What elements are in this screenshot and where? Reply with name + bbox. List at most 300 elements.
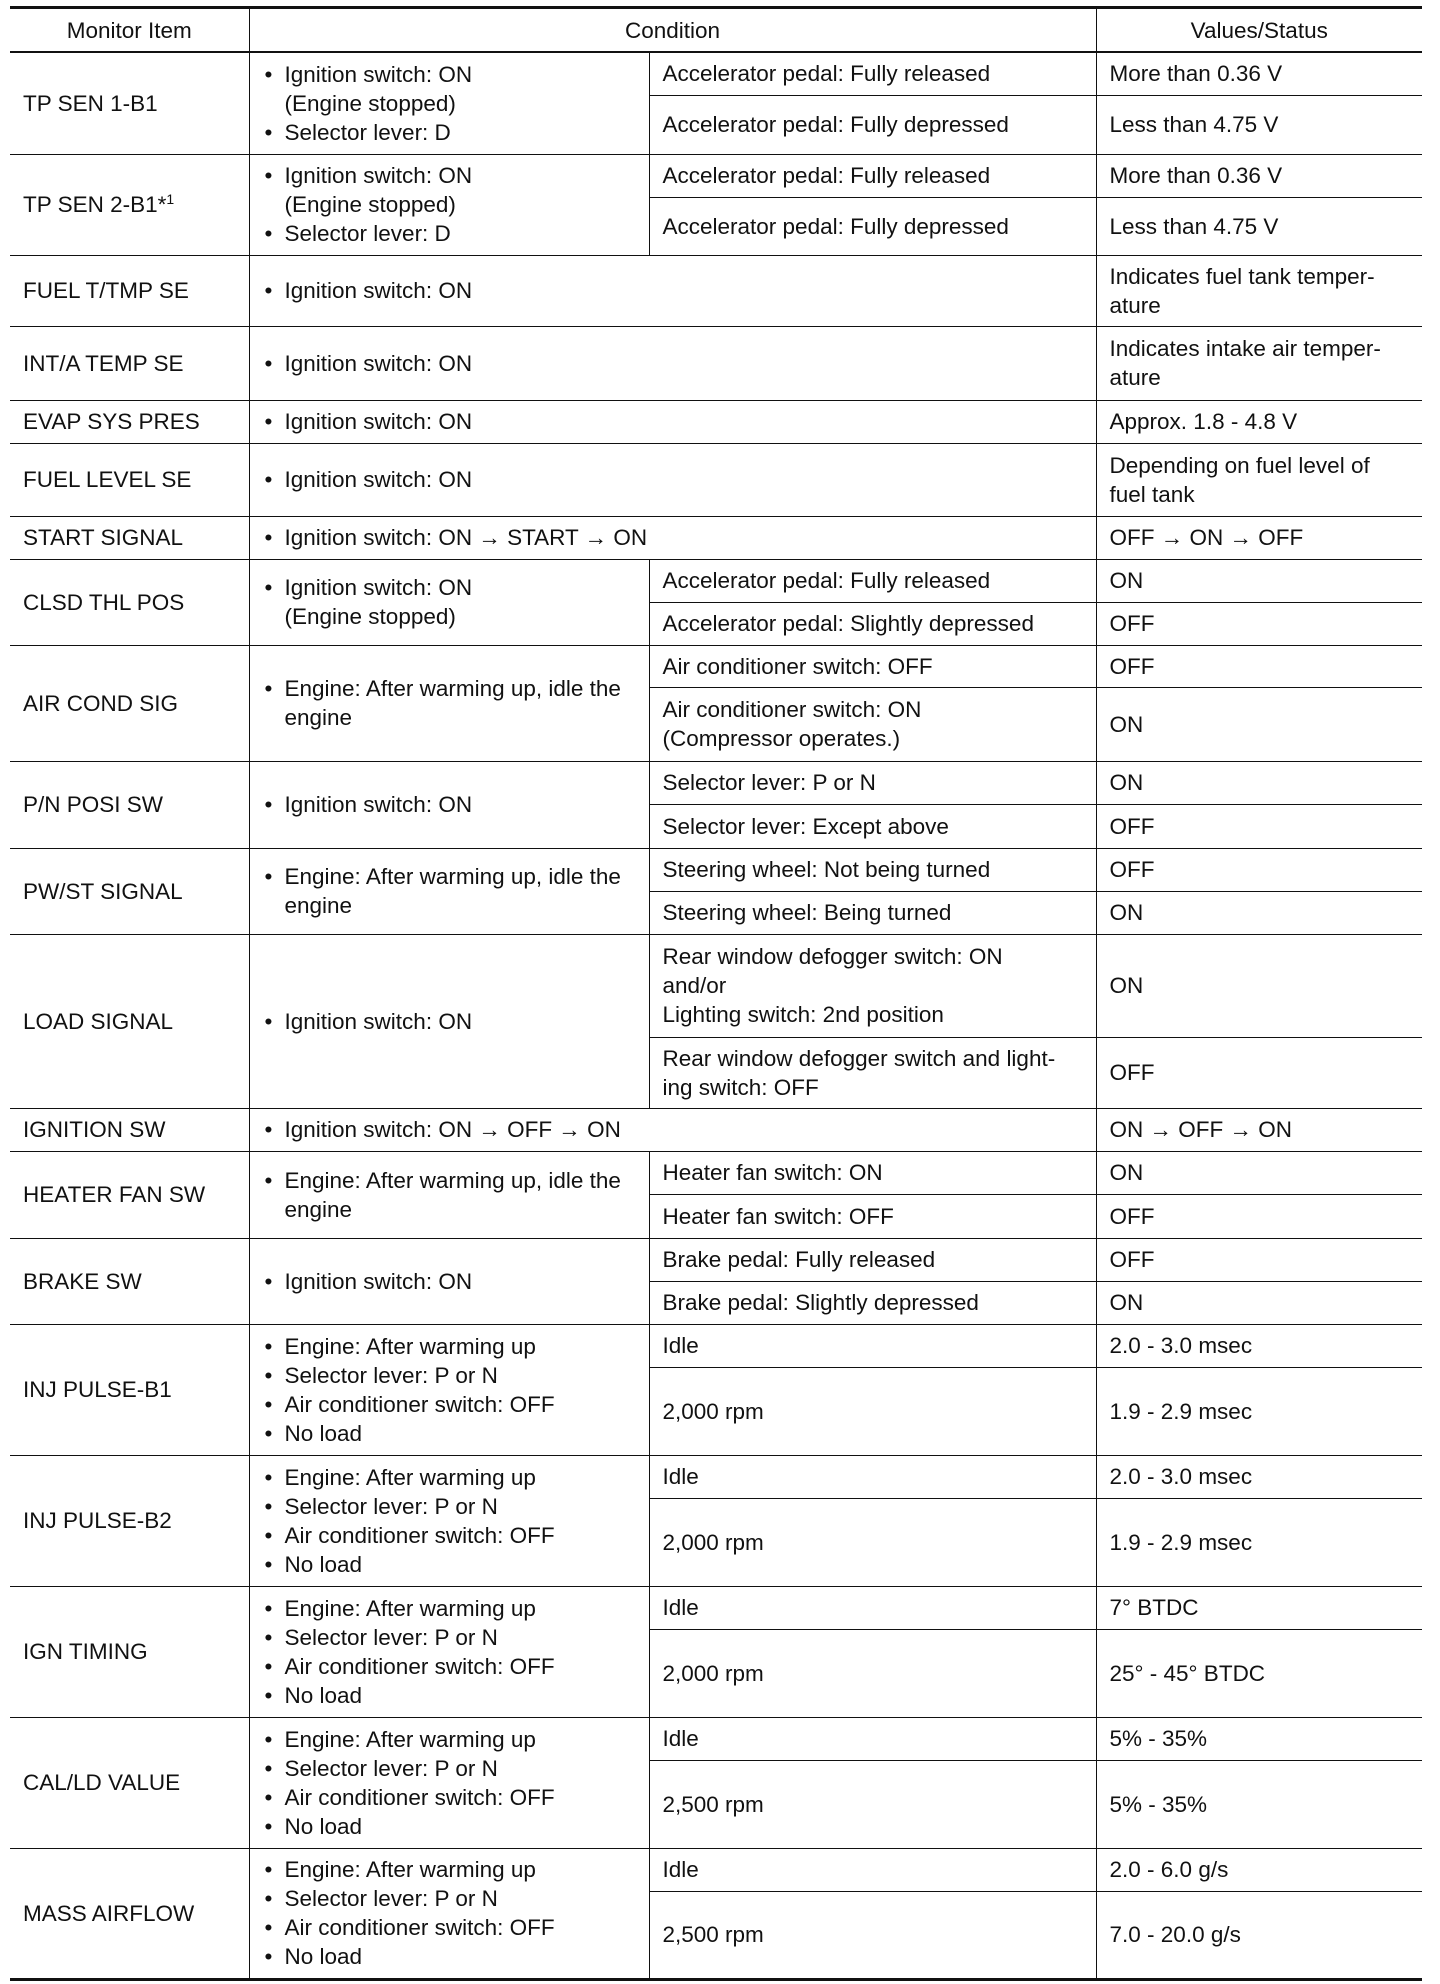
value-line: ON [1109, 973, 1144, 998]
condition-bullet-item [263, 523, 1083, 552]
value-line: OFF [1109, 857, 1155, 882]
condition-line: No load [284, 1944, 363, 1969]
common-condition-cell [249, 645, 649, 761]
sub-condition-line: Accelerator pedal: Fully depressed [662, 213, 1009, 239]
monitor-item-cell [10, 848, 249, 934]
condition-bullet-item [263, 60, 636, 118]
condition-bullet-item [263, 790, 636, 819]
value-status-cell [1096, 1108, 1422, 1151]
condition-line: Air conditioner switch: OFF [284, 1784, 555, 1810]
value-status-cell [1096, 1760, 1422, 1848]
value-line: More than 0.36 V [1109, 163, 1283, 188]
condition-bullet-item [263, 219, 636, 248]
table-row [10, 761, 1422, 804]
condition-bullet-item [263, 1550, 636, 1579]
monitor-item-name: EVAP SYS PRES [23, 409, 200, 434]
value-status-cell [1096, 1455, 1422, 1498]
value-status-cell [1096, 1629, 1422, 1717]
sub-condition-line: Selector lever: Except above [662, 813, 949, 839]
condition-line: Selector lever: P or N [284, 1493, 498, 1519]
condition-bullet-item [263, 573, 636, 631]
sub-condition-line: 2,500 rpm [662, 1791, 764, 1817]
header-condition: Condition [249, 8, 1096, 53]
header-values-status: Values/Status [1096, 8, 1422, 53]
value-line: OFF [1109, 1203, 1155, 1229]
value-line: Depending on fuel level of [1109, 452, 1370, 478]
table-header-row [10, 8, 1422, 53]
condition-bullet-list [263, 1332, 636, 1448]
condition-bullet-list [263, 276, 1083, 305]
sub-condition-line: Idle [662, 1857, 699, 1882]
condition-line: (Engine stopped) [284, 604, 456, 629]
condition-bullet-list [263, 573, 636, 631]
condition-bullet-item [263, 1623, 636, 1652]
monitor-item-cell [10, 52, 249, 154]
condition-bullet-item [263, 674, 636, 732]
value-line: fuel tank [1109, 481, 1195, 507]
condition-line: (Engine stopped) [284, 192, 456, 217]
condition-bullet-list [263, 161, 636, 248]
condition-bullet-item [263, 1007, 636, 1036]
sub-condition-cell [649, 645, 1096, 687]
table-row [10, 1151, 1422, 1194]
value-line: ON [1109, 568, 1144, 593]
common-condition-cell [249, 154, 649, 255]
value-line: OFF → ON → OFF [1109, 525, 1304, 550]
table-row [10, 326, 1422, 400]
condition-bullet-item [263, 1166, 636, 1224]
condition-bullet-item [263, 161, 636, 219]
condition-line: Engine: After warming up, idle the [284, 1167, 621, 1193]
value-line: 2.0 - 3.0 msec [1109, 1464, 1253, 1489]
sub-condition-cell [649, 95, 1096, 154]
condition-line: Engine: After warming up [284, 1464, 536, 1490]
value-status-cell [1096, 1367, 1422, 1455]
monitor-item-name: CLSD THL POS [23, 589, 185, 615]
condition-bullet-item [263, 1942, 636, 1971]
monitor-item-cell [10, 255, 249, 326]
value-status-cell [1096, 1281, 1422, 1324]
sub-condition-cell [649, 154, 1096, 197]
condition-bullet-item [263, 1492, 636, 1521]
value-line: 5% - 35% [1109, 1726, 1208, 1751]
sub-condition-line: 2,000 rpm [662, 1660, 764, 1686]
condition-bullet-item [263, 1390, 636, 1419]
sub-condition-cell [649, 1586, 1096, 1629]
value-status-cell [1096, 255, 1422, 326]
condition-bullet-item [263, 1913, 636, 1942]
sub-condition-line: and/or [662, 973, 727, 998]
value-line: 7° BTDC [1109, 1595, 1199, 1620]
condition-line: Ignition switch: ON [284, 1008, 473, 1034]
condition-bullet-item [263, 276, 1083, 305]
condition-bullet-item [263, 465, 1083, 494]
sub-condition-cell [649, 804, 1096, 848]
condition-bullet-item [263, 1812, 636, 1841]
value-line: OFF [1109, 1060, 1155, 1085]
condition-bullet-item [263, 407, 1083, 436]
sub-condition-line: Air conditioner switch: OFF [662, 653, 933, 679]
condition-line: Selector lever: D [284, 221, 451, 246]
condition-bullet-list [263, 349, 1083, 378]
common-condition-cell [249, 326, 1096, 400]
value-status-cell [1096, 154, 1422, 197]
condition-bullet-list [263, 523, 1083, 552]
value-status-cell [1096, 52, 1422, 95]
value-line: 25° - 45° BTDC [1109, 1660, 1266, 1686]
value-line: OFF [1109, 1247, 1155, 1272]
condition-bullet-item [263, 1594, 636, 1623]
monitor-item-cell [10, 1455, 249, 1586]
monitor-item-cell [10, 934, 249, 1108]
condition-bullet-list [263, 1007, 636, 1036]
condition-bullet-item [263, 1463, 636, 1492]
sub-condition-cell [649, 1281, 1096, 1324]
sub-condition-line: ing switch: OFF [662, 1074, 819, 1100]
sub-condition-cell [649, 1367, 1096, 1455]
value-status-cell [1096, 1151, 1422, 1194]
condition-bullet-list [263, 60, 636, 147]
condition-bullet-list [263, 1115, 1083, 1144]
monitor-item-cell [10, 516, 249, 559]
table-body [10, 52, 1422, 1979]
monitor-item-name: LOAD SIGNAL [23, 1008, 174, 1034]
condition-bullet-list [263, 465, 1083, 494]
monitor-item-cell [10, 154, 249, 255]
table-row [10, 934, 1422, 1037]
value-line: ON [1109, 711, 1144, 737]
value-line: Indicates intake air temper- [1109, 336, 1381, 361]
value-status-cell [1096, 443, 1422, 516]
condition-line: Engine: After warming up [284, 1595, 536, 1621]
condition-line: Selector lever: D [284, 119, 451, 145]
value-status-cell [1096, 1498, 1422, 1586]
value-line: ON [1109, 770, 1144, 795]
sub-condition-line: Accelerator pedal: Fully released [662, 568, 991, 593]
condition-line: Selector lever: P or N [284, 1886, 498, 1911]
condition-line: Engine: After warming up, idle the [284, 864, 621, 889]
value-status-cell [1096, 1717, 1422, 1760]
monitor-item-name: TP SEN 1-B1 [23, 90, 158, 116]
sub-condition-cell [649, 848, 1096, 891]
condition-line: Ignition switch: ON → START → ON [284, 525, 648, 550]
value-status-cell [1096, 516, 1422, 559]
sub-condition-line: Rear window defogger switch: ON [662, 944, 1003, 969]
sub-condition-line: Accelerator pedal: Slightly depressed [662, 611, 1034, 636]
monitor-item-name: FUEL T/TMP SE [23, 278, 189, 303]
table-row [10, 52, 1422, 95]
table-row [10, 154, 1422, 197]
condition-line: (Engine stopped) [284, 90, 456, 116]
monitor-item-name: PW/ST SIGNAL [23, 878, 183, 904]
monitor-item-name: P/N POSI SW [23, 792, 164, 817]
condition-bullet-list [263, 790, 636, 819]
monitor-item-name: INJ PULSE-B1 [23, 1377, 172, 1402]
monitor-item-name: START SIGNAL [23, 525, 184, 550]
condition-bullet-item [263, 349, 1083, 378]
sub-condition-line: Selector lever: P or N [662, 770, 876, 795]
value-line: Less than 4.75 V [1109, 112, 1279, 137]
table-row [10, 443, 1422, 516]
common-condition-cell [249, 516, 1096, 559]
sub-condition-cell [649, 934, 1096, 1037]
common-condition-cell [249, 443, 1096, 516]
condition-line: Engine: After warming up [284, 1726, 536, 1752]
value-line: ON → OFF → ON [1109, 1117, 1293, 1142]
condition-line: engine [284, 1196, 353, 1222]
sub-condition-line: Heater fan switch: OFF [662, 1203, 894, 1229]
value-line: 5% - 35% [1109, 1791, 1208, 1817]
condition-bullet-item [263, 1332, 636, 1361]
monitor-spec-table [10, 6, 1422, 1981]
monitor-item-name: FUEL LEVEL SE [23, 467, 192, 492]
condition-line: Air conditioner switch: OFF [284, 1522, 555, 1548]
condition-line: Engine: After warming up [284, 1857, 536, 1882]
condition-line: Air conditioner switch: OFF [284, 1915, 555, 1940]
value-line: More than 0.36 V [1109, 61, 1283, 87]
condition-bullet-item [263, 1267, 636, 1296]
common-condition-cell [249, 934, 649, 1108]
sub-condition-line: Brake pedal: Slightly depressed [662, 1290, 979, 1315]
condition-line: No load [284, 1551, 363, 1577]
sub-condition-line: Idle [662, 1464, 699, 1489]
condition-line: Engine: After warming up, idle the [284, 676, 621, 701]
sub-condition-cell [649, 1194, 1096, 1238]
condition-line: Selector lever: P or N [284, 1755, 498, 1781]
common-condition-cell [249, 1108, 1096, 1151]
sub-condition-line: Idle [662, 1726, 699, 1751]
value-line: Less than 4.75 V [1109, 213, 1279, 239]
monitor-item-cell [10, 761, 249, 848]
condition-line: Ignition switch: ON [284, 467, 473, 492]
sub-condition-cell [649, 559, 1096, 602]
value-line: 7.0 - 20.0 g/s [1109, 1922, 1241, 1947]
sub-condition-line: Steering wheel: Not being turned [662, 857, 991, 882]
monitor-item-name: AIR COND SIG [23, 690, 179, 716]
monitor-item-name: INT/A TEMP SE [23, 350, 184, 376]
condition-line: Ignition switch: ON [284, 1268, 473, 1294]
monitor-item-name: INJ PULSE-B2 [23, 1508, 172, 1533]
common-condition-cell [249, 1324, 649, 1455]
condition-line: No load [284, 1682, 363, 1708]
footnote-marker: 1 [166, 191, 175, 207]
sub-condition-cell [649, 197, 1096, 255]
sub-condition-cell [649, 1455, 1096, 1498]
sub-condition-cell [649, 1037, 1096, 1108]
value-status-cell [1096, 95, 1422, 154]
table-row [10, 848, 1422, 891]
condition-bullet-item [263, 1361, 636, 1390]
table-row [10, 1324, 1422, 1367]
monitor-item-cell [10, 1586, 249, 1717]
table-row [10, 1586, 1422, 1629]
sub-condition-line: Steering wheel: Being turned [662, 900, 952, 925]
monitor-item-cell [10, 1848, 249, 1979]
monitor-item-cell [10, 400, 249, 443]
sub-condition-line: Brake pedal: Fully released [662, 1247, 936, 1272]
condition-bullet-item [263, 862, 636, 920]
value-status-cell [1096, 761, 1422, 804]
value-status-cell [1096, 687, 1422, 761]
value-status-cell [1096, 1891, 1422, 1979]
table-row [10, 1848, 1422, 1891]
value-status-cell [1096, 1238, 1422, 1281]
condition-bullet-list [263, 1166, 636, 1224]
value-status-cell [1096, 400, 1422, 443]
value-line: ON [1109, 900, 1144, 925]
value-status-cell [1096, 934, 1422, 1037]
common-condition-cell [249, 1848, 649, 1979]
condition-line: Selector lever: P or N [284, 1624, 498, 1650]
condition-line: No load [284, 1813, 363, 1839]
condition-bullet-item [263, 1783, 636, 1812]
monitor-item-cell [10, 1717, 249, 1848]
value-line: 2.0 - 6.0 g/s [1109, 1857, 1229, 1882]
condition-line: engine [284, 893, 353, 918]
common-condition-cell [249, 52, 649, 154]
condition-bullet-item [263, 1681, 636, 1710]
condition-line: engine [284, 705, 353, 730]
value-line: Approx. 1.8 - 4.8 V [1109, 409, 1298, 434]
condition-line: Ignition switch: ON [284, 409, 473, 434]
table-row [10, 645, 1422, 687]
sub-condition-cell [649, 602, 1096, 645]
table-row [10, 1108, 1422, 1151]
condition-bullet-item [263, 1884, 636, 1913]
value-line: OFF [1109, 611, 1155, 636]
sub-condition-cell [649, 891, 1096, 934]
value-line: Indicates fuel tank temper- [1109, 263, 1375, 289]
common-condition-cell [249, 761, 649, 848]
sub-condition-cell [649, 761, 1096, 804]
sub-condition-cell [649, 1891, 1096, 1979]
common-condition-cell [249, 848, 649, 934]
condition-bullet-item [263, 1855, 636, 1884]
common-condition-cell [249, 1586, 649, 1717]
value-status-cell [1096, 804, 1422, 848]
monitor-item-cell [10, 645, 249, 761]
condition-line: Selector lever: P or N [284, 1362, 498, 1388]
sub-condition-line: (Compressor operates.) [662, 726, 901, 751]
value-status-cell [1096, 559, 1422, 602]
condition-bullet-list [263, 862, 636, 920]
monitor-item-cell [10, 1324, 249, 1455]
monitor-item-cell [10, 1108, 249, 1151]
condition-line: Air conditioner switch: OFF [284, 1391, 555, 1417]
sub-condition-cell [649, 1238, 1096, 1281]
monitor-item-cell [10, 1151, 249, 1238]
common-condition-cell [249, 1151, 649, 1238]
sub-condition-cell [649, 1848, 1096, 1891]
value-status-cell [1096, 1586, 1422, 1629]
value-status-cell [1096, 1848, 1422, 1891]
value-line: ature [1109, 292, 1161, 318]
common-condition-cell [249, 1455, 649, 1586]
condition-bullet-item [263, 1754, 636, 1783]
condition-bullet-list [263, 674, 636, 732]
condition-line: Ignition switch: ON [284, 792, 473, 817]
monitor-item-cell [10, 559, 249, 645]
table-row [10, 400, 1422, 443]
value-status-cell [1096, 602, 1422, 645]
condition-bullet-list [263, 1463, 636, 1579]
condition-line: Ignition switch: ON [284, 350, 473, 376]
condition-line: Ignition switch: ON [284, 278, 473, 303]
value-line: ON [1109, 1160, 1144, 1185]
sub-condition-line: 2,000 rpm [662, 1529, 764, 1555]
common-condition-cell [249, 255, 1096, 326]
condition-bullet-list [263, 407, 1083, 436]
value-status-cell [1096, 197, 1422, 255]
condition-bullet-item [263, 1419, 636, 1448]
monitor-item-name: TP SEN 2-B1* [23, 192, 167, 217]
table-row [10, 1238, 1422, 1281]
sub-condition-cell [649, 1151, 1096, 1194]
table-row [10, 1717, 1422, 1760]
sub-condition-cell [649, 52, 1096, 95]
value-status-cell [1096, 1324, 1422, 1367]
table-row [10, 516, 1422, 559]
common-condition-cell [249, 559, 649, 645]
common-condition-cell [249, 1717, 649, 1848]
sub-condition-line: Idle [662, 1595, 699, 1620]
value-line: OFF [1109, 813, 1155, 839]
condition-bullet-item [263, 1521, 636, 1550]
value-line: 1.9 - 2.9 msec [1109, 1398, 1253, 1424]
sub-condition-cell [649, 1717, 1096, 1760]
table-row [10, 1455, 1422, 1498]
sub-condition-line: Heater fan switch: ON [662, 1160, 883, 1185]
condition-bullet-item [263, 1652, 636, 1681]
value-status-cell [1096, 326, 1422, 400]
condition-bullet-list [263, 1594, 636, 1710]
sub-condition-cell [649, 1324, 1096, 1367]
monitor-item-cell [10, 326, 249, 400]
condition-bullet-item [263, 1115, 1083, 1144]
common-condition-cell [249, 1238, 649, 1324]
sub-condition-line: Air conditioner switch: ON [662, 697, 922, 722]
sub-condition-line: 2,000 rpm [662, 1398, 764, 1424]
common-condition-cell [249, 400, 1096, 443]
monitor-item-cell [10, 1238, 249, 1324]
value-status-cell [1096, 1194, 1422, 1238]
monitor-item-cell [10, 443, 249, 516]
monitor-item-name: HEATER FAN SW [23, 1182, 206, 1207]
sub-condition-line: 2,500 rpm [662, 1922, 764, 1947]
condition-line: Engine: After warming up [284, 1333, 536, 1359]
sub-condition-line: Accelerator pedal: Fully depressed [662, 112, 1009, 137]
sub-condition-cell [649, 1629, 1096, 1717]
monitor-item-name: CAL/LD VALUE [23, 1770, 181, 1795]
condition-bullet-item [263, 118, 636, 147]
monitor-item-name: MASS AIRFLOW [23, 1900, 195, 1926]
condition-bullet-list [263, 1725, 636, 1841]
table-row [10, 559, 1422, 602]
condition-line: Ignition switch: ON → OFF → ON [284, 1117, 621, 1142]
condition-bullet-list [263, 1267, 636, 1296]
condition-bullet-list [263, 1855, 636, 1971]
value-status-cell [1096, 891, 1422, 934]
sub-condition-line: Lighting switch: 2nd position [662, 1002, 944, 1027]
sub-condition-cell [649, 1760, 1096, 1848]
sub-condition-line: Rear window defogger switch and light- [662, 1045, 1056, 1071]
value-status-cell [1096, 848, 1422, 891]
monitor-item-name: IGN TIMING [23, 1639, 148, 1664]
value-line: 1.9 - 2.9 msec [1109, 1529, 1253, 1555]
sub-condition-cell [649, 1498, 1096, 1586]
header-monitor-item: Monitor Item [10, 8, 249, 53]
table-row [10, 255, 1422, 326]
